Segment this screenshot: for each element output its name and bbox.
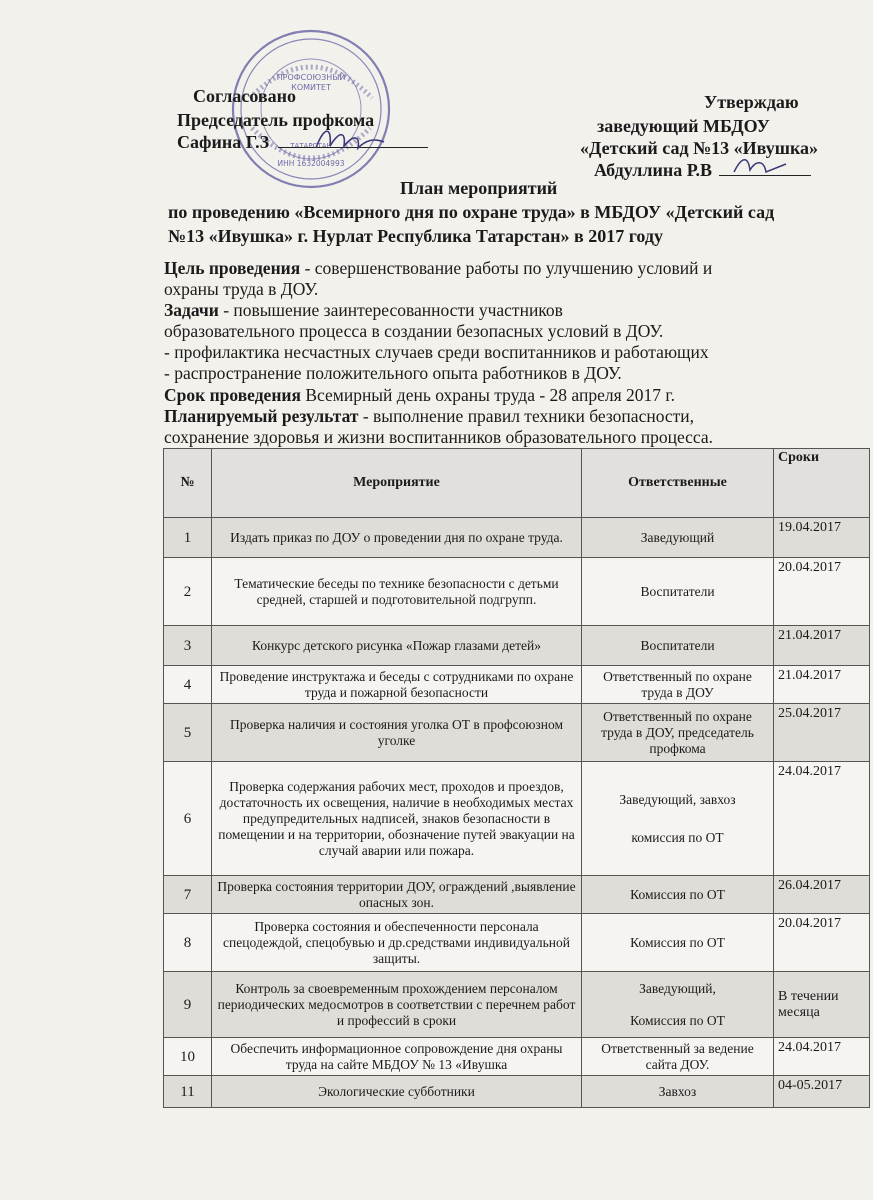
row-event: Проверка наличия и состояния уголка ОТ в профсоюзном уголке [212, 704, 582, 762]
row-event: Проверка состояния и обеспеченности персонала спецодеждой, спецобувью и др.средствами индивидуальной защиты. [212, 914, 582, 972]
tasks-label: Задачи [164, 300, 219, 320]
stamp-text-1: ПРОФСОЮЗНЫЙ [276, 73, 346, 82]
row-date: 20.04.2017 [774, 558, 870, 626]
row-num: 10 [164, 1038, 212, 1076]
row-responsible-1: Заведующий, [639, 980, 716, 996]
row-responsible: Завхоз [582, 1076, 774, 1108]
row-event: Контроль за своевременным прохождением персоналом периодических медосмотров в соответствии с перечнем работ и профессий в сроки [212, 972, 582, 1038]
table-row [164, 972, 870, 1038]
tasks-text-4: - распространение положительного опыта работников в ДОУ. [164, 363, 622, 383]
table-row [164, 518, 870, 558]
row-responsible: Ответственный по охране труда в ДОУ, председатель профкома [582, 704, 774, 762]
signature-left [310, 120, 390, 160]
stamp-inn: ИНН 1632004993 [277, 159, 345, 168]
header-num: № [164, 449, 212, 518]
row-num: 7 [164, 876, 212, 914]
stamp-text-3: ТАТАРСТАН [290, 142, 332, 150]
row-responsible: Заведующий [582, 518, 774, 558]
row-responsible: Ответственный за ведение сайта ДОУ. [582, 1038, 774, 1076]
row-event: Издать приказ по ДОУ о проведении дня по охране труда. [212, 518, 582, 558]
approved-label: Согласовано [193, 86, 296, 106]
goal-text-1: - совершенствование работы по улучшению условий и [300, 258, 713, 278]
row-responsible [582, 972, 774, 1038]
row-date: 21.04.2017 [774, 666, 870, 704]
goal-text-2: охраны труда в ДОУ. [164, 279, 319, 299]
table-row [164, 762, 870, 876]
term-label: Срок проведения [164, 385, 301, 405]
row-responsible: Воспитатели [582, 626, 774, 666]
term-text: Всемирный день охраны труда - 28 апреля 2017 г. [300, 385, 675, 405]
row-num: 8 [164, 914, 212, 972]
stamp-text-2: КОМИТЕТ [291, 83, 331, 92]
result-line [164, 406, 694, 428]
table-row [164, 914, 870, 972]
row-date: 21.04.2017 [774, 626, 870, 666]
row-date: 25.04.2017 [774, 704, 870, 762]
header-dates: Сроки [774, 449, 870, 518]
row-event: Конкурс детского рисунка «Пожар глазами детей» [212, 626, 582, 666]
row-date: 04-05.2017 [774, 1076, 870, 1108]
round-stamp [230, 28, 392, 190]
row-num: 9 [164, 972, 212, 1038]
row-date: 24.04.2017 [774, 762, 870, 876]
doc-title: План мероприятий [400, 178, 558, 198]
row-num: 6 [164, 762, 212, 876]
row-responsible: Комиссия по ОТ [582, 876, 774, 914]
doc-subtitle-2: №13 «Ивушка» г. Нурлат Республика Татарстан» в 2017 году [168, 226, 663, 246]
union-chair-label: Председатель профкома [177, 110, 375, 130]
row-responsible [582, 762, 774, 876]
union-chair-name-text: Сафина Г.З [177, 132, 270, 152]
row-date: 26.04.2017 [774, 876, 870, 914]
result-text-2: сохранение здоровья и жизни воспитанников образовательного процесса. [164, 427, 714, 447]
result-text-1: - выполнение правил техники безопасности, [358, 406, 695, 426]
row-responsible-1: Заведующий, завхоз [619, 791, 736, 807]
table-row [164, 558, 870, 626]
row-event: Тематические беседы по технике безопасности с детьми средней, старшей и подготовительной подгрупп. [212, 558, 582, 626]
row-num: 11 [164, 1076, 212, 1108]
row-date: 19.04.2017 [774, 518, 870, 558]
head-position: заведующий МБДОУ [597, 116, 770, 136]
approve-label: Утверждаю [704, 92, 799, 112]
row-responsible: Ответственный по охране труда в ДОУ [582, 666, 774, 704]
row-date: В течении месяца [774, 972, 870, 1038]
union-chair-name [177, 131, 428, 153]
header-responsible: Ответственные [582, 449, 774, 518]
plan-table [163, 448, 870, 1108]
row-event: Обеспечить информационное сопровождение дня охраны труда на сайте МБДОУ № 13 «Ивушка [212, 1038, 582, 1076]
table-header-row [164, 449, 870, 518]
tasks-text-2: образовательного процесса в создании безопасных условий в ДОУ. [164, 321, 664, 341]
row-num: 4 [164, 666, 212, 704]
goal-line [164, 258, 712, 280]
row-event: Проверка состояния территории ДОУ, ограждений ,выявление опасных зон. [212, 876, 582, 914]
row-responsible: Комиссия по ОТ [582, 914, 774, 972]
header-event: Мероприятие [212, 449, 582, 518]
row-date: 20.04.2017 [774, 914, 870, 972]
table-row [164, 626, 870, 666]
row-responsible: Воспитатели [582, 558, 774, 626]
doc-subtitle-1: по проведению «Всемирного дня по охране труда» в МБДОУ «Детский сад [168, 202, 775, 222]
row-num: 3 [164, 626, 212, 666]
row-date: 24.04.2017 [774, 1038, 870, 1076]
goal-label: Цель проведения [164, 258, 301, 278]
kindergarten-name: «Детский сад №13 «Ивушка» [580, 138, 819, 158]
term-line [164, 385, 675, 407]
table-row [164, 666, 870, 704]
result-label: Планируемый результат [164, 406, 359, 426]
tasks-text-3: - профилактика несчастных случаев среди воспитанников и работающих [164, 342, 709, 362]
table-row [164, 876, 870, 914]
row-responsible-2: комиссия по ОТ [631, 829, 724, 845]
row-num: 1 [164, 518, 212, 558]
row-event: Экологические субботники [212, 1076, 582, 1108]
table-row [164, 1038, 870, 1076]
signature-right [730, 152, 790, 180]
tasks-line [164, 300, 563, 322]
table-row [164, 1076, 870, 1108]
tasks-text-1: - повышение заинтересованности участников [218, 300, 563, 320]
row-num: 5 [164, 704, 212, 762]
row-event: Проверка содержания рабочих мест, проходов и проездов, достаточность их освещения, наличие в необходимых местах предупредительных надписей, знаков безопасности в помещении и на территории, обозначение путей эвакуации на случай аварии или пожара. [212, 762, 582, 876]
row-event: Проведение инструктажа и беседы с сотрудниками по охране труда и пожарной безопасности [212, 666, 582, 704]
row-responsible-2: Комиссия по ОТ [630, 1012, 725, 1028]
head-name-text: Абдуллина Р.В [594, 160, 712, 180]
row-num: 2 [164, 558, 212, 626]
table-row [164, 704, 870, 762]
